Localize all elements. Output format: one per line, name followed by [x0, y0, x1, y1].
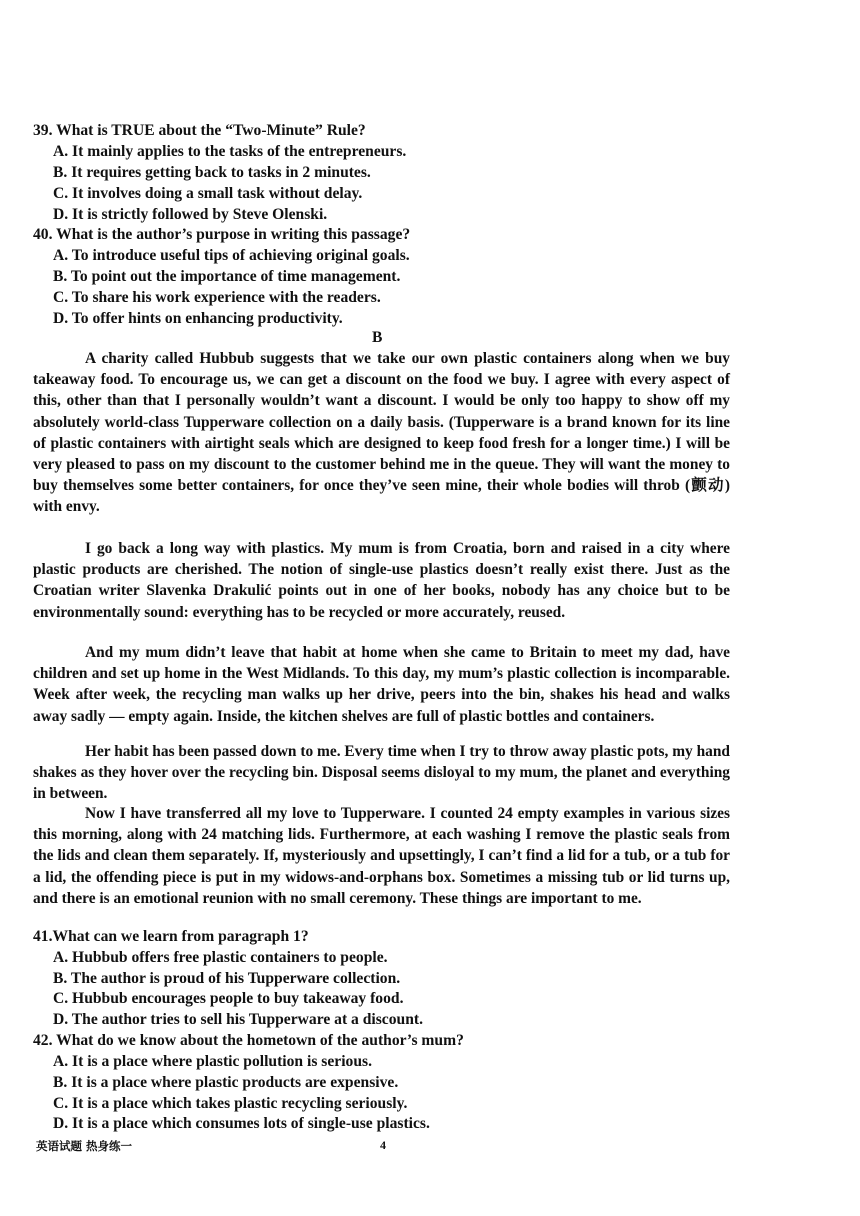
section-label: B — [372, 329, 383, 346]
question-39-option-b: B. It requires getting back to tasks in 2 minutes. — [53, 164, 371, 181]
question-39-stem: 39. What is TRUE about the “Two-Minute” Rule? — [33, 122, 366, 139]
question-41-option-d: D. The author tries to sell his Tupperware at a discount. — [53, 1011, 423, 1028]
question-42-option-b: B. It is a place where plastic products are expensive. — [53, 1074, 399, 1091]
question-40-option-b: B. To point out the importance of time management. — [53, 268, 401, 285]
question-39-option-c: C. It involves doing a small task without delay. — [53, 185, 363, 202]
passage-paragraph-1: A charity called Hubbub suggests that we take our own plastic containers along when we buy takeaway food. To encourage us, we can get a discount on the food we buy. I agree with every aspect of this, other than that I personally wouldn’t want a discount. I would be only too happy to show off my absolutely world-class Tupperware collection on a daily basis. (Tupperware is a brand known for its line of plastic containers with airtight seals which are designed to keep food fresh for a longer time.) I will be very pleased to pass on my discount to the customer behind me in the queue. They will want the money to buy themselves some better containers, for once they’ve seen mine, their whole bodies will throb (颤动) with envy. — [33, 350, 730, 516]
passage-paragraph-3: And my mum didn’t leave that habit at home when she came to Britain to meet my dad, have children and set up home in the West Midlands. To this day, my mum’s plastic collection is incomparable. Week after week, the recycling man walks up her drive, peers into the bin, shakes his head and walks away sadly — empty again. Inside, the kitchen shelves are full of plastic bottles and containers. — [33, 644, 730, 725]
passage-paragraph-5: Now I have transferred all my love to Tupperware. I counted 24 empty examples in various sizes this morning, along with 24 matching lids. Furthermore, at each washing I remove the plastic seals from the lids and clean them separately. If, mysteriously and upsettingly, I can’t find a lid for a tub, or a tub for a lid, the offending piece is put in my widows-and-orphans box. Sometimes a missing tub or lid turns up, and there is an emotional reunion with no small ceremony. These things are important to me. — [33, 805, 730, 907]
question-41-option-a: A. Hubbub offers free plastic containers to people. — [53, 949, 388, 966]
question-42-stem: 42. What do we know about the hometown of the author’s mum? — [33, 1032, 464, 1049]
question-41-option-c: C. Hubbub encourages people to buy takeaway food. — [53, 990, 404, 1007]
footer-exam-title: 英语试题 热身练一 — [36, 1139, 133, 1153]
question-42-option-d: D. It is a place which consumes lots of single-use plastics. — [53, 1115, 430, 1132]
question-41-stem: 41.What can we learn from paragraph 1? — [33, 928, 309, 945]
passage-paragraph-2: I go back a long way with plastics. My mum is from Croatia, born and raised in a city where plastic products are cherished. The notion of single-use plastics doesn’t really exist there. Just as the Croatian writer Slavenka Drakulić points out in one of her books, nobody has any choice but to be environmentally sound: everything has to be recycled or more accurately, reused. — [33, 540, 730, 621]
question-39-option-a: A. It mainly applies to the tasks of the entrepreneurs. — [53, 143, 407, 160]
question-42-option-c: C. It is a place which takes plastic recycling seriously. — [53, 1095, 408, 1112]
footer-page-number: 4 — [380, 1138, 386, 1152]
passage-paragraph-4: Her habit has been passed down to me. Every time when I try to throw away plastic pots, my hand shakes as they hover over the recycling bin. Disposal seems disloyal to my mum, the planet and everything in between. — [33, 743, 730, 803]
question-41-option-b: B. The author is proud of his Tupperware collection. — [53, 970, 401, 987]
question-40-option-a: A. To introduce useful tips of achieving original goals. — [53, 247, 410, 264]
question-42-option-a: A. It is a place where plastic pollution is serious. — [53, 1053, 372, 1070]
question-40-stem: 40. What is the author’s purpose in writing this passage? — [33, 226, 411, 243]
question-40-option-c: C. To share his work experience with the readers. — [53, 289, 381, 306]
question-40-option-d: D. To offer hints on enhancing productivity. — [53, 310, 343, 327]
question-39-option-d: D. It is strictly followed by Steve Olenski. — [53, 206, 328, 223]
